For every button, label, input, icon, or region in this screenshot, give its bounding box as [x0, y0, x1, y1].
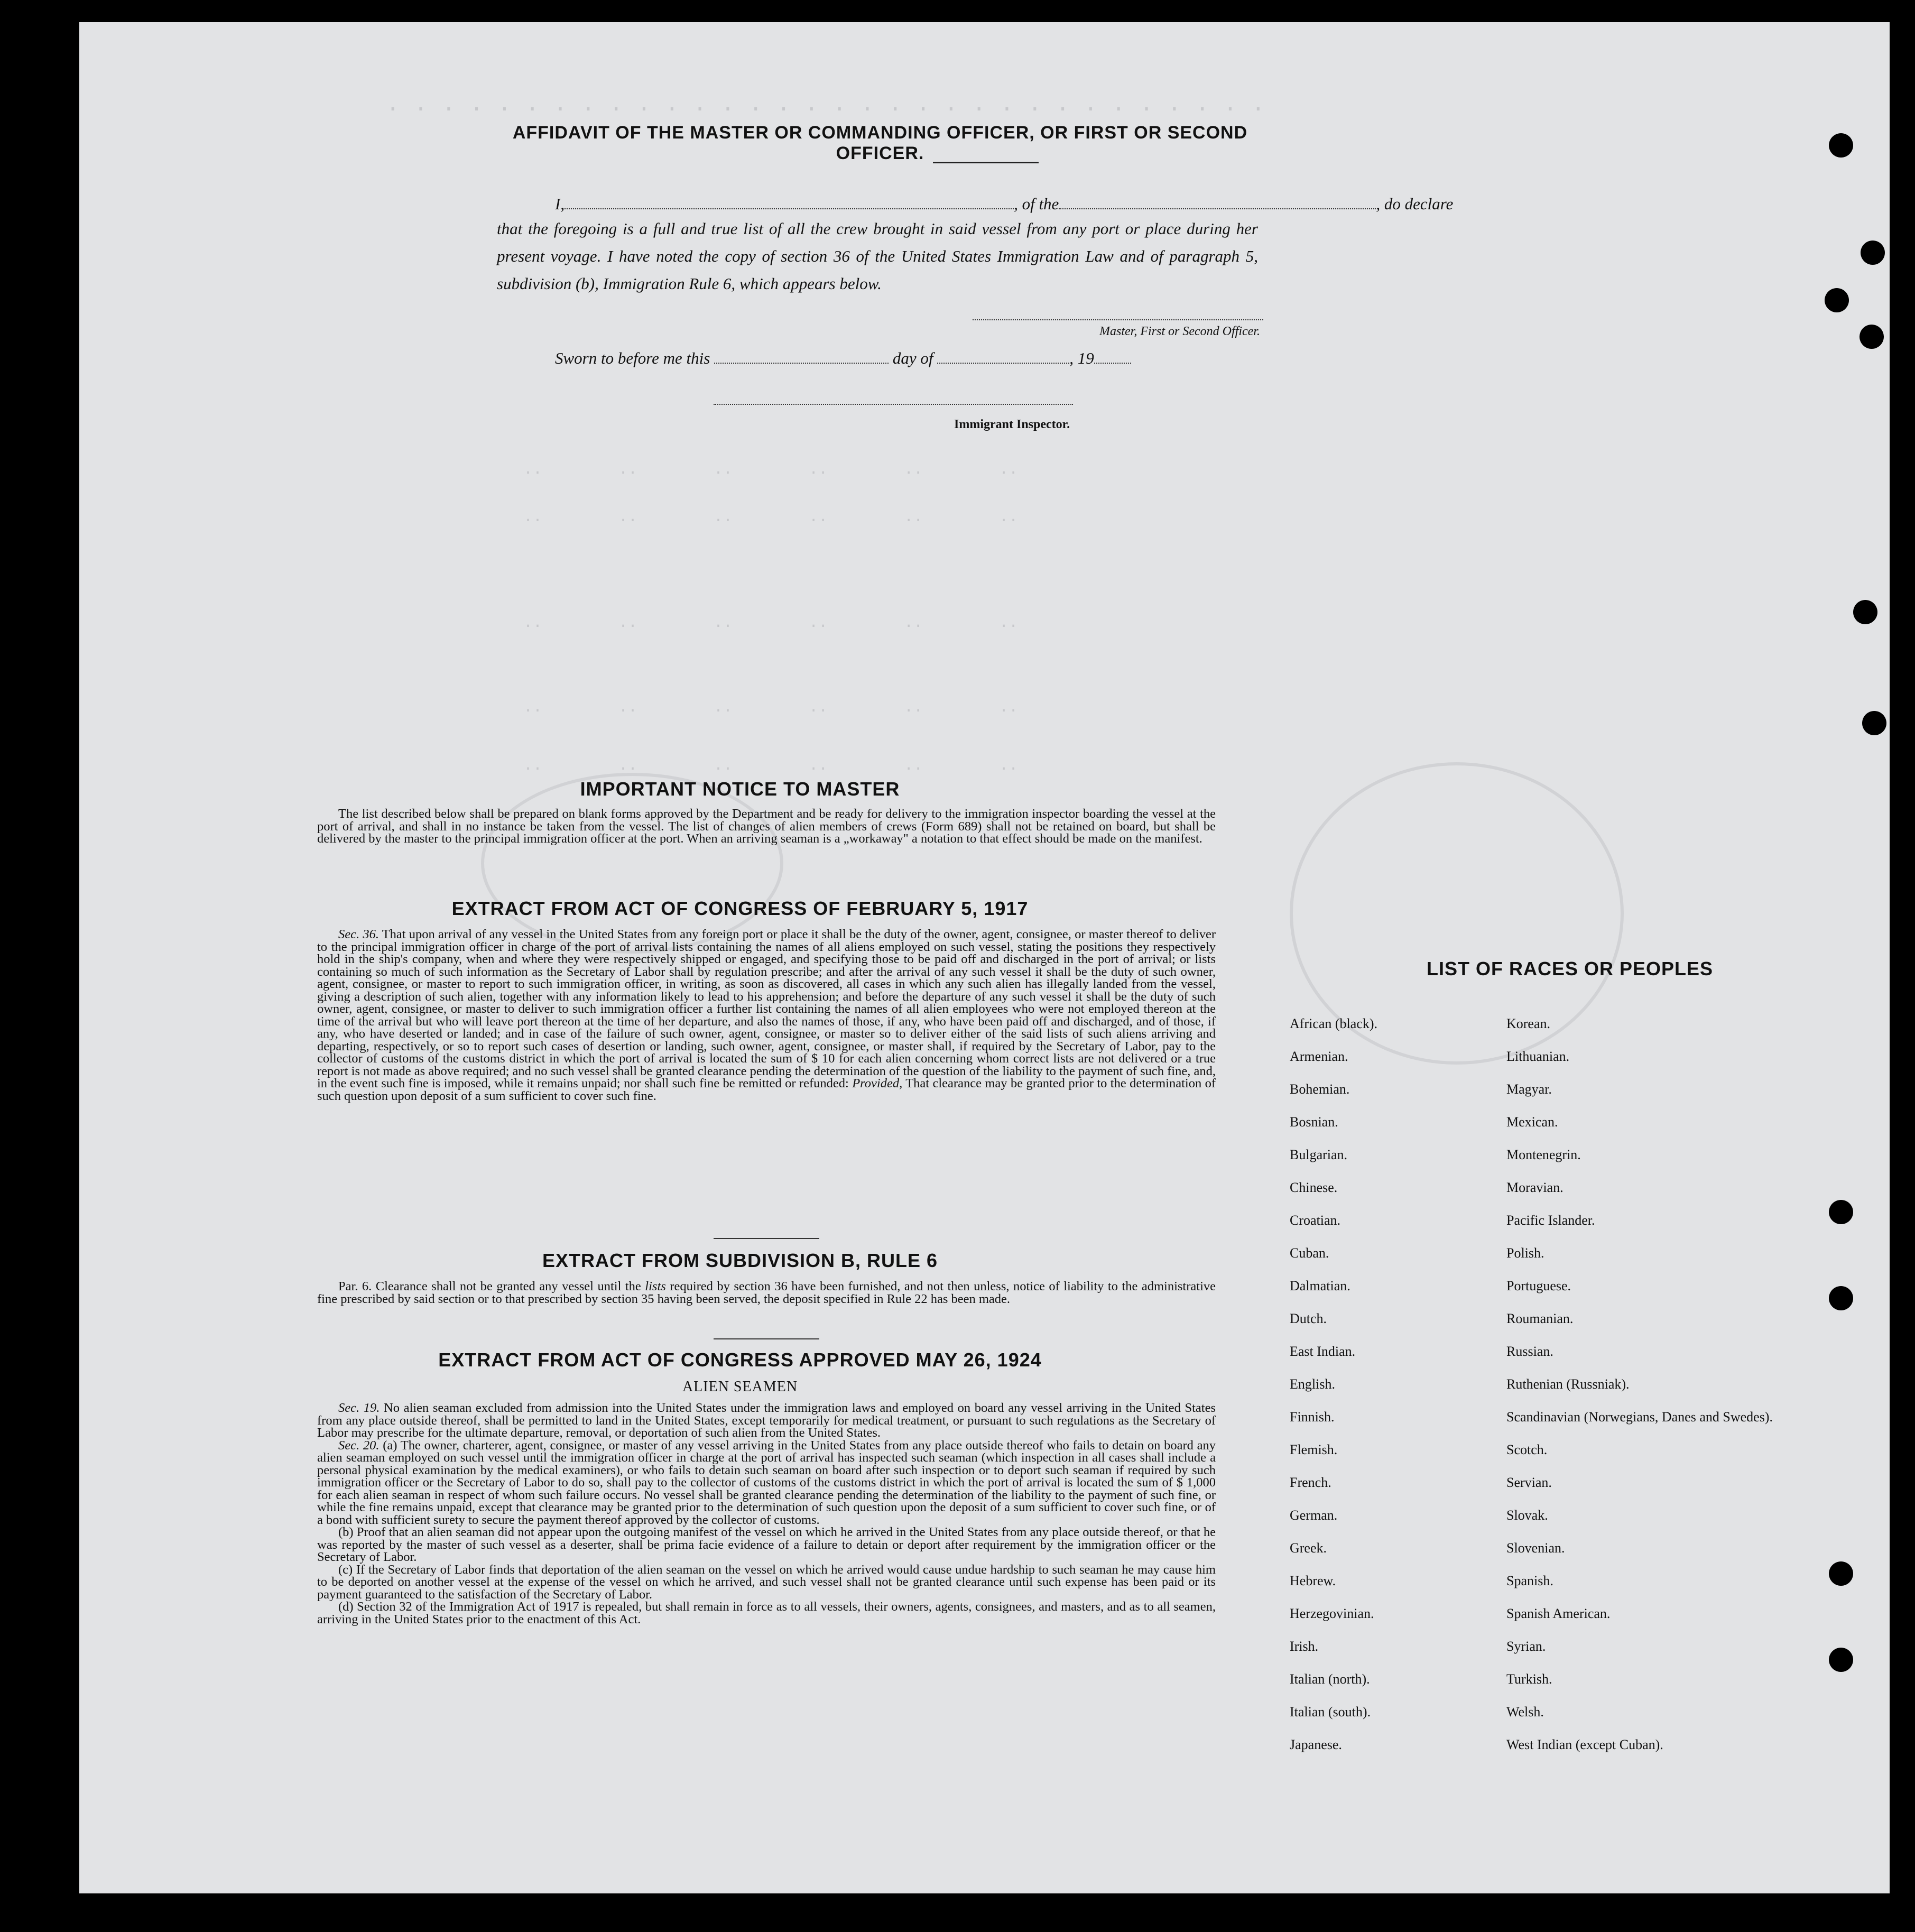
vessel-field[interactable]	[1059, 197, 1376, 209]
sec20a-paragraph	[317, 1439, 1216, 1527]
extract-1917-title: EXTRACT FROM ACT OF CONGRESS OF FEBRUARY 5, 1917	[451, 898, 1029, 919]
race-item: Herzegovinian.	[1290, 1606, 1374, 1621]
sworn-month-field[interactable]	[937, 351, 1069, 364]
race-item: Croatian.	[1290, 1213, 1341, 1228]
sec19-label: Sec. 19.	[338, 1401, 380, 1415]
race-item: Servian.	[1506, 1475, 1552, 1490]
race-item: West Indian (except Cuban).	[1506, 1737, 1663, 1752]
notice-text: The list described below shall be prepared on blank forms approved by the Department and be ready for delivery to the immigration inspector boarding the vessel at the port of arrival, and shall in no instance be taken from the vessel. The list of changes of alien members of crews (Form 689) shall not be retained on board, but shall be delivered by the master to the principal immigration officer at the port. When an arriving seaman is a „workaway" a notation to that effect should be made on the manifest.	[317, 807, 1216, 846]
race-item: Armenian.	[1290, 1049, 1348, 1064]
race-item: Slovak.	[1506, 1508, 1548, 1523]
punch-hole	[1829, 1648, 1853, 1672]
divider	[714, 1238, 819, 1239]
punch-hole	[1829, 1286, 1853, 1310]
races-title: LIST OF RACES OR PEOPLES	[1426, 958, 1714, 979]
notice-title: IMPORTANT NOTICE TO MASTER	[580, 778, 900, 800]
inspector-signature-line[interactable]	[714, 392, 1073, 405]
race-item: Pacific Islander.	[1506, 1213, 1595, 1228]
extract-1924-title: EXTRACT FROM ACT OF CONGRESS APPROVED MAY 26, 1924	[438, 1349, 1042, 1371]
sworn-line	[555, 349, 1131, 368]
extract-1924-text	[317, 1402, 1216, 1625]
divider	[933, 162, 1039, 163]
race-item: Italian (north).	[1290, 1671, 1370, 1687]
race-item: Bulgarian.	[1290, 1147, 1348, 1162]
race-item: African (black).	[1290, 1016, 1378, 1031]
race-item: Italian (south).	[1290, 1704, 1371, 1720]
race-item: Lithuanian.	[1506, 1049, 1570, 1064]
race-item: Spanish.	[1506, 1573, 1553, 1588]
race-item: Syrian.	[1506, 1639, 1546, 1654]
race-item: Ruthenian (Russniak).	[1506, 1376, 1630, 1392]
races-left-column	[1290, 1016, 1491, 1770]
provided-label: Provided,	[852, 1076, 903, 1090]
race-item: Flemish.	[1290, 1442, 1338, 1457]
race-item: Hebrew.	[1290, 1573, 1336, 1588]
affidavit-title: AFFIDAVIT OF THE MASTER OR COMMANDING OFFICER, OR FIRST OR SECOND OFFICER.	[512, 123, 1248, 163]
race-item: Chinese.	[1290, 1180, 1338, 1195]
race-item: Roumanian.	[1506, 1311, 1574, 1326]
signature-line[interactable]	[973, 308, 1263, 320]
bleed-through: .. .. .. .. .. ..	[523, 699, 1019, 717]
sec20-label: Sec. 20.	[338, 1438, 380, 1453]
race-item: Montenegrin.	[1506, 1147, 1581, 1162]
punch-hole	[1860, 325, 1884, 349]
sworn-label: Sworn to before me this	[555, 349, 710, 367]
name-field[interactable]	[565, 197, 1014, 209]
punch-hole	[1829, 1200, 1853, 1224]
punch-hole	[1853, 600, 1877, 624]
sworn-year-field[interactable]	[1094, 351, 1131, 364]
races-right-column	[1506, 1016, 1773, 1770]
race-item: Moravian.	[1506, 1180, 1564, 1195]
race-item: Bosnian.	[1290, 1114, 1338, 1130]
punch-hole	[1825, 288, 1849, 312]
declaration-i: I,	[555, 195, 565, 213]
race-item: Spanish American.	[1506, 1606, 1611, 1621]
signature-label: Master, First or Second Officer.	[1099, 325, 1260, 338]
rule6-text	[317, 1280, 1216, 1305]
race-item: Irish.	[1290, 1639, 1319, 1654]
race-item: Welsh.	[1506, 1704, 1544, 1720]
punch-hole	[1862, 711, 1886, 735]
sec19-paragraph	[317, 1402, 1216, 1439]
race-item: Japanese.	[1290, 1737, 1342, 1752]
sec36-label: Sec. 36.	[338, 927, 379, 941]
document-page	[79, 22, 1890, 1893]
punch-hole	[1829, 1561, 1853, 1586]
bleed-through: .. .. .. .. .. ..	[523, 509, 1019, 526]
declaration-line	[555, 195, 1453, 214]
race-item: English.	[1290, 1376, 1335, 1392]
sworn-day-label: day of	[892, 349, 933, 367]
sec20c-paragraph: (c) If the Secretary of Labor finds that deportation of the alien seaman on the vessel on which he arrived would cause undue hardship to such seaman he may cause him to be deported on another vessel at the expense of the vessel on which he arrived, and such vessel shall not be granted clearance until such expense has been paid or its payment guaranteed to the satisfaction of the Secretary of Labor.	[317, 1562, 1216, 1602]
race-item: Mexican.	[1506, 1114, 1558, 1130]
race-item: Bohemian.	[1290, 1081, 1350, 1097]
extract-1917-text	[317, 928, 1216, 1102]
declaration-of-the: , of the	[1014, 195, 1059, 213]
bleed-through: .. .. .. .. .. ..	[523, 461, 1019, 479]
divider	[714, 1338, 819, 1339]
rule6-lists: lists	[645, 1279, 666, 1293]
rule6-text-b: required by section 36 have been furnished, and not then unless, notice of liability to the administrative fine prescribed by said section or to that prescribed by section 35 having been served, the deposit specified in Rule 22 has been made.	[317, 1279, 1216, 1306]
race-item: Polish.	[1506, 1245, 1544, 1261]
race-item: East Indian.	[1290, 1344, 1356, 1359]
race-item: Dutch.	[1290, 1311, 1327, 1326]
race-item: Russian.	[1506, 1344, 1553, 1359]
race-item: Scotch.	[1506, 1442, 1548, 1457]
race-item: Slovenian.	[1506, 1540, 1565, 1556]
rule6-title: EXTRACT FROM SUBDIVISION B, RULE 6	[542, 1250, 938, 1271]
race-item: Portuguese.	[1506, 1278, 1571, 1293]
race-item: German.	[1290, 1508, 1338, 1523]
punch-hole	[1829, 133, 1853, 158]
sec19-text: No alien seaman excluded from admission into the United States under the immigration laws and employed on board any vessel arriving in the United States from any place outside thereof, shall be permitted to land in the United States, except temporarily for medical treatment, or pursuant to such regulations as the Secretary of Labor may prescribe for the ultimate departure, removal, or deportation of such alien from the United States.	[317, 1401, 1216, 1440]
sec20b-paragraph: (b) Proof that an alien seaman did not appear upon the outgoing manifest of the vessel on which he arrived in the United States from any place outside thereof, or that he was reported by the master of such vessel as a deserter, shall be prima facie evidence of a failure to detain or deport after requirement by the immigration officer or the Secretary of Labor.	[317, 1525, 1216, 1564]
sworn-day-field[interactable]	[714, 351, 889, 364]
sec20a-text: (a) The owner, charterer, agent, consignee, or master of any vessel arriving in the United States from any place outside thereof who fails to detain on board any alien seaman employed on such vessel until the immigration officer in charge at the port of arrival has inspected such seaman (which inspection in all cases shall include a personal physical examination by the medical examiners), or who fails to detain such seaman on board after such inspection or to deport such seaman if required by such immigration officer or the Secretary of Labor to do so, shall pay to the collector of customs of the customs district in which the port of arrival is located the sum of $ 1,000 for each alien seaman in respect of whom such failure occurs. No vessel shall be granted clearance pending the determination of the liability to the payment of such fine, or while the fine remains unpaid, except that clearance may be granted prior to the determination of such question upon the deposit of a sum sufficient to cover such fine, or of a bond with sufficient surety to secure the payment thereof approved by the collector of customs.	[317, 1438, 1216, 1527]
punch-hole	[1861, 241, 1885, 265]
race-item: French.	[1290, 1475, 1331, 1490]
bleed-through: · · · · · · · · · · · · · · · · · · · · · · · · · · · · · · · ·	[386, 96, 1265, 123]
race-item: Greek.	[1290, 1540, 1327, 1556]
race-item: Dalmatian.	[1290, 1278, 1350, 1293]
race-item: Cuban.	[1290, 1245, 1329, 1261]
inspector-label: Immigrant Inspector.	[954, 418, 1070, 431]
sec20d-paragraph: (d) Section 32 of the Immigration Act of 1917 is repealed, but shall remain in force as to all vessels, their owners, agents, consignees, and masters, and as to all seamen, arriving in the United States prior to the enactment of this Act.	[317, 1600, 1216, 1626]
bleed-through: .. .. .. .. .. ..	[523, 757, 1019, 775]
declaration-end: , do declare	[1376, 195, 1454, 213]
bleed-through: .. .. .. .. .. ..	[523, 614, 1019, 632]
race-item: Turkish.	[1506, 1671, 1552, 1687]
rule6-text-a: Par. 6. Clearance shall not be granted any vessel until the	[338, 1279, 641, 1293]
race-item: Finnish.	[1290, 1409, 1335, 1425]
race-item: Scandinavian (Norwegians, Danes and Swedes).	[1506, 1409, 1773, 1425]
sec36-text-end: That clearance may be granted prior to the determination of such question upon deposit of a sum sufficient to cover such fine.	[317, 1076, 1216, 1103]
alien-seamen-subtitle: ALIEN SEAMEN	[682, 1379, 798, 1395]
affidavit-paragraph: that the foregoing is a full and true list of all the crew brought in said vessel from any port or place during her present voyage. I have noted the copy of section 36 of the United States Immigration Law and of paragraph 5, subdivision (b), Immigration Rule 6, which appears below.	[497, 219, 1258, 293]
sworn-year-label: , 19	[1069, 349, 1094, 367]
race-item: Korean.	[1506, 1016, 1551, 1031]
race-item: Magyar.	[1506, 1081, 1552, 1097]
sec36-text: That upon arrival of any vessel in the United States from any foreign port or place it shall be the duty of the owner, agent, consignee, or master thereof to deliver to the principal immigration officer in charge of the port of arrival lists containing the names of all aliens employed on such vessel, stating the positions they respectively hold in the ship's company, when and where they were respectively shipped or engaged, and specifying those to be paid off and discharged in the port of arrival; or lists containing so much of such information as the Secretary of Labor shall by regulation prescribe; and after the arrival of any such vessel it shall be the duty of such owner, agent, consignee, or master to report to such immigration officer, in writing, as soon as discovered, all cases in which any such alien has illegally landed from the vessel, giving a description of such alien, together with any information likely to lead to his apprehension; and before the departure of any such vessel it shall be the duty of such owner, agent, consignee, or master to deliver to such immigration officer a further list containing the names of all alien employees who were not employed thereon at the time of the arrival but who will leave port thereon at the time of her departure, and also the names of those, if any, who have been paid off and discharged, and of those, if any, who have deserted or landed; and in case of the failure of such owner, agent, consignee, or master so to deliver either of the said lists of such aliens arriving and departing, respectively, or so to report such cases of desertion or landing, such owner, agent, consignee, or master shall, if required by the Secretary of Labor, pay to the collector of customs of the customs district in which the port of arrival is located the sum of $ 10 for each alien concerning whom correct lists are not delivered or a true report is not made as above required; and no such vessel shall be granted clearance pending the determination of the question of the liability to the payment of such fine, and, in the event such fine is imposed, while it remains unpaid; nor shall such fine be remitted or refunded:	[317, 927, 1216, 1090]
